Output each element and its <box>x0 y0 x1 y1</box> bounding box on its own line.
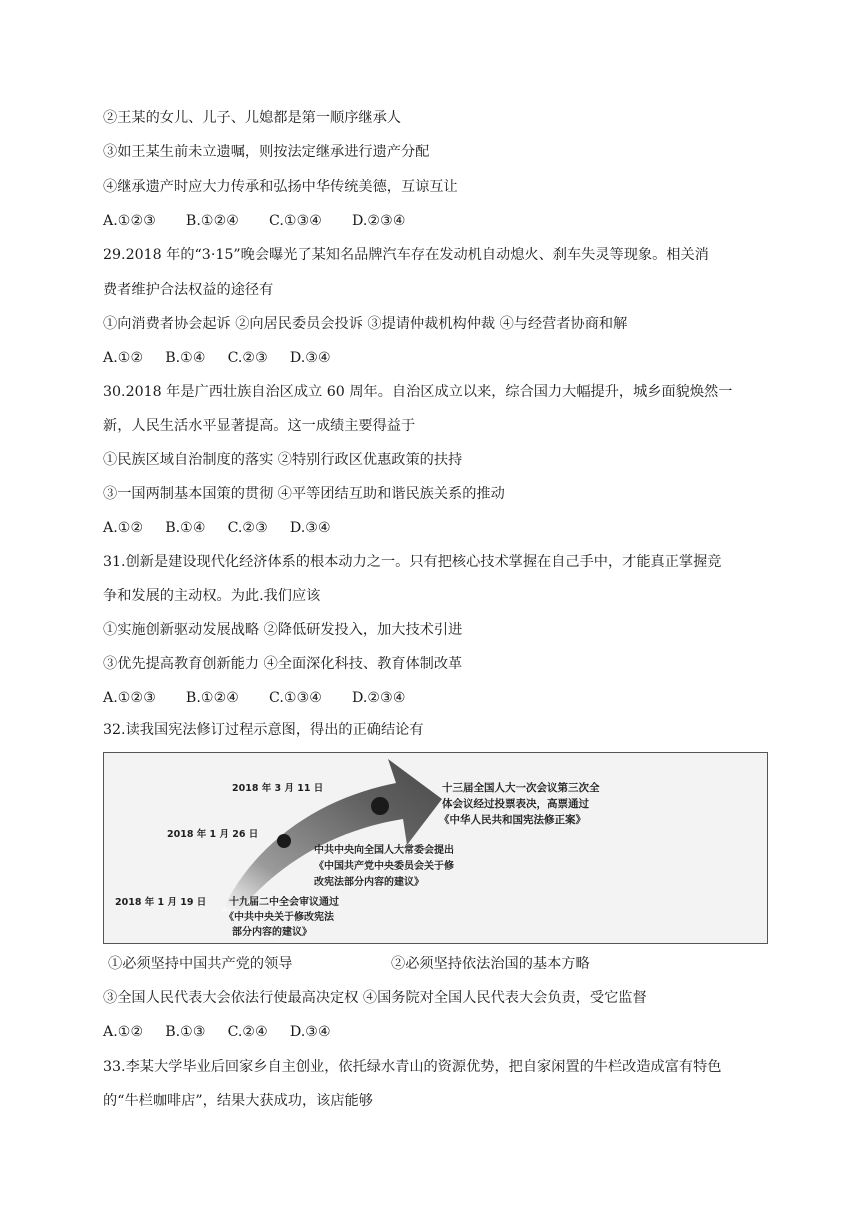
choice-c: C.②③ <box>227 350 268 366</box>
q30-items-line-1: ①民族区域自治制度的落实 ②特别行政区优惠政策的扶持 <box>103 452 463 468</box>
choice-c: C.②④ <box>227 1024 268 1040</box>
choice-c: C.①③④ <box>269 690 323 706</box>
q29-stem-line-2: 费者维护合法权益的途径有 <box>103 282 274 298</box>
q30-stem-line-2: 新，人民生活水平显著提高。这一成绩主要得益于 <box>103 418 416 434</box>
choice-a: A.①②③ <box>103 690 156 706</box>
q33-stem-line-1: 33.李某大学毕业后回家乡自主创业，依托绿水青山的资源优势，把自家闲置的牛栏改造成富有特色 <box>103 1059 722 1075</box>
choice-a: A.①② <box>103 350 144 366</box>
q31-stem-line-1: 31.创新是建设现代化经济体系的根本动力之一。只有把核心技术掌握在自己手中，才能真正掌握竞 <box>103 554 722 570</box>
event-2-line-2: 《中国共产党中央委员会关于修 <box>314 861 454 872</box>
choice-b: B.①③ <box>165 1024 206 1040</box>
date-label-1: 2018 年 1 月 19 日 <box>115 897 207 908</box>
constitution-revision-diagram <box>103 752 768 944</box>
q30-stem-line-1: 30.2018 年是广西壮族自治区成立 60 周年。自治区成立以来，综合国力大幅提升，城乡面貌焕然一 <box>103 384 733 400</box>
choice-d: D.②③④ <box>352 213 406 229</box>
choice-b: B.①④ <box>165 520 206 536</box>
q28-option-2: ②王某的女儿、儿子、儿媳都是第一顺序继承人 <box>103 110 401 126</box>
choice-a: A.①② <box>103 520 144 536</box>
date-label-3: 2018 年 3 月 11 日 <box>232 783 324 794</box>
event-3-line-1: 十三届全国人大一次会议第三次全 <box>442 782 600 794</box>
q28-option-4: ④继承遗产时应大力传承和弘扬中华传统美德，互谅互让 <box>103 179 458 195</box>
choice-a: A.①② <box>103 1024 144 1040</box>
q31-stem-line-2: 争和发展的主动权。为此.我们应该 <box>103 588 321 604</box>
choice-c: C.①③④ <box>269 213 323 229</box>
q31-items-line-1: ①实施创新驱动发展战略 ②降低研发投入，加大技术引进 <box>103 622 463 638</box>
q33-stem-line-2: 的“牛栏咖啡店”，结果大获成功，该店能够 <box>103 1093 373 1109</box>
milestone-dot-2 <box>277 834 291 848</box>
q28-option-3: ③如王某生前未立遗嘱，则按法定继承进行遗产分配 <box>103 144 430 160</box>
choice-d: D.③④ <box>289 1024 331 1040</box>
choice-b: B.①②④ <box>185 690 240 706</box>
q30-answer-choices <box>103 518 764 538</box>
choice-b: B.①④ <box>165 350 206 366</box>
q29-items: ①向消费者协会起诉 ②向居民委员会投诉 ③提请仲裁机构仲裁 ④与经营者协商和解 <box>103 316 628 332</box>
q32-answer-choices <box>103 1022 764 1042</box>
q29-stem-line-1: 29.2018 年的“3·15”晚会曝光了某知名品牌汽车存在发动机自动熄火、刹车失灵等现象。相关消 <box>103 247 709 263</box>
choice-d: D.②③④ <box>352 690 406 706</box>
choice-a: A.①②③ <box>103 213 156 229</box>
choice-c: C.②③ <box>227 520 268 536</box>
q28-answer-choices <box>103 211 764 231</box>
event-1-line-2: 《中共中央关于修改宪法 <box>224 912 334 923</box>
q32-items-line-2: ③全国人民代表大会依法行使最高决定权 ④国务院对全国人民代表大会负责，受它监督 <box>103 990 647 1006</box>
milestone-dot-3 <box>371 797 389 815</box>
q31-items-line-2: ③优先提高教育创新能力 ④全面深化科技、教育体制改革 <box>103 656 463 672</box>
q32-item-1: ①必须坚持中国共产党的领导 <box>108 956 293 972</box>
q32-stem: 32.读我国宪法修订过程示意图，得出的正确结论有 <box>103 722 424 738</box>
q30-items-line-2: ③一国两制基本国策的贯彻 ④平等团结互助和谐民族关系的推动 <box>103 486 505 502</box>
event-3-line-2: 体会议经过投票表决，高票通过 <box>442 798 589 810</box>
q29-answer-choices <box>103 348 764 368</box>
q32-items-line-1 <box>108 954 764 974</box>
q31-answer-choices <box>103 688 764 708</box>
date-label-2: 2018 年 1 月 26 日 <box>167 829 259 840</box>
choice-d: D.③④ <box>289 350 331 366</box>
choice-b: B.①②④ <box>185 213 240 229</box>
event-2-line-3: 改宪法部分内容的建议》 <box>314 877 424 888</box>
event-2-line-1: 中共中央向全国人大常委会提出 <box>314 845 454 856</box>
event-1-line-3: 部分内容的建议》 <box>232 927 312 938</box>
event-1-line-1: 十九届二中全会审议通过 <box>229 897 339 908</box>
choice-d: D.③④ <box>289 520 331 536</box>
event-3-line-3: 《中华人民共和国宪法修正案》 <box>439 814 586 826</box>
q32-item-2: ②必须坚持依法治国的基本方略 <box>391 956 590 972</box>
